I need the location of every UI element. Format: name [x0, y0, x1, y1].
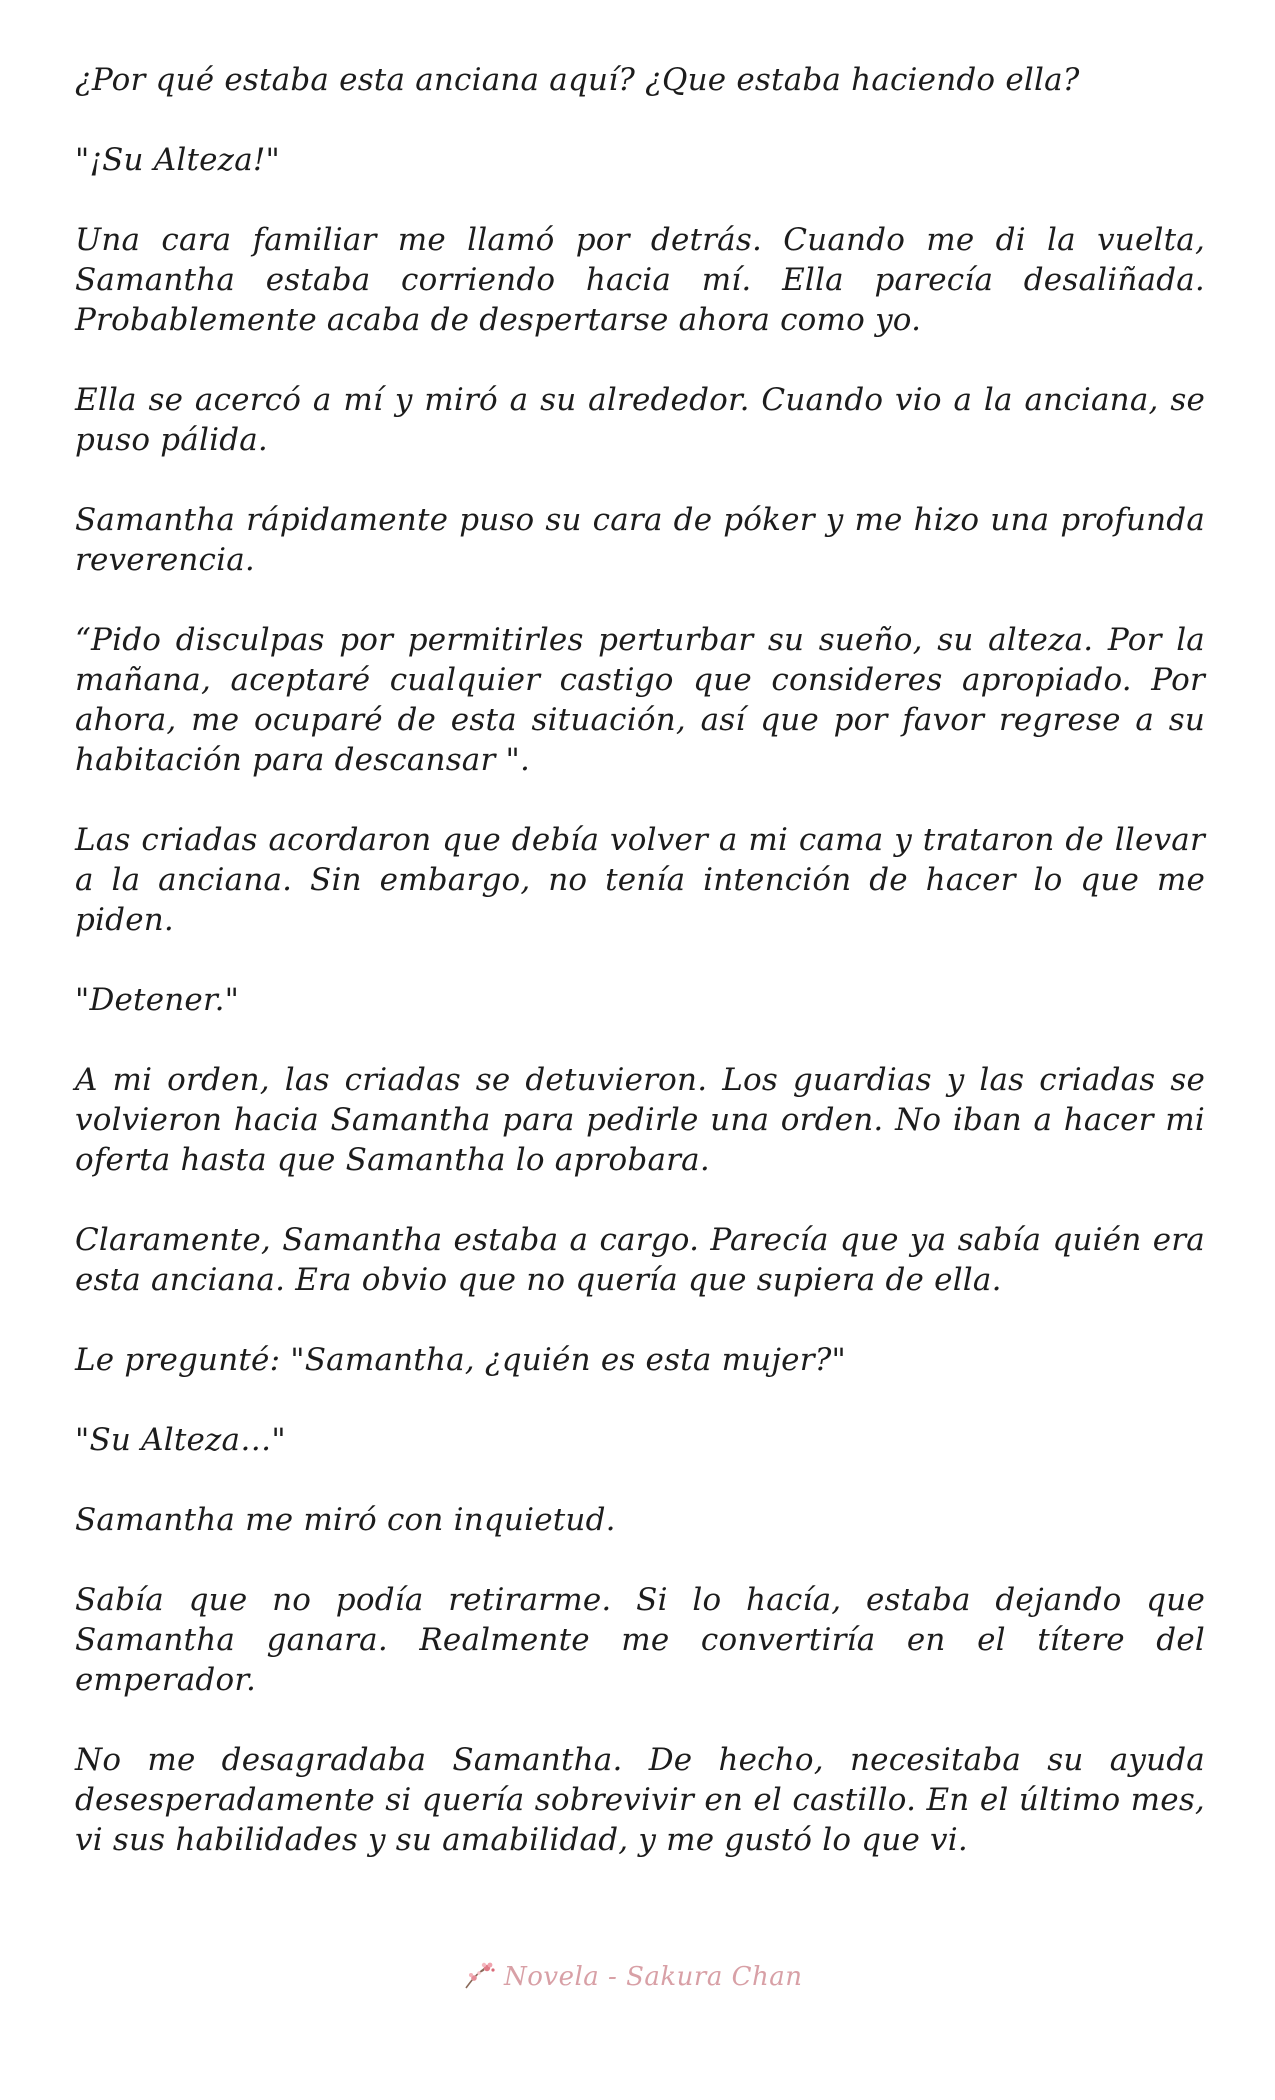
paragraph: “Pido disculpas por permitirles perturbar su sueño, su alteza. Por la mañana, aceptaré cualquier castigo que consideres apropiado. Por ahora, me ocuparé de esta situación, así que por favor regrese a su habitación para descansar ". [75, 622, 1205, 778]
sakura-blossom-icon [462, 1960, 498, 1994]
paragraph: Una cara familiar me llamó por detrás. Cuando me di la vuelta, Samantha estaba corriendo hacia mí. Ella parecía desaliñada. Probablemente acaba de despertarse ahora como yo. [75, 222, 1205, 338]
paragraph: Ella se acercó a mí y miró a su alrededor. Cuando vio a la anciana, se puso pálida. [75, 382, 1205, 458]
watermark [462, 1960, 803, 1994]
paragraph: ¿Por qué estaba esta anciana aquí? ¿Que estaba haciendo ella? [75, 62, 1080, 98]
document-body [75, 60, 1205, 1900]
paragraph: Le pregunté: "Samantha, ¿quién es esta mujer?" [75, 1342, 846, 1378]
paragraph: "Detener." [75, 982, 240, 1018]
paragraph: Claramente, Samantha estaba a cargo. Parecía que ya sabía quién era esta anciana. Era obvio que no quería que supiera de ella. [75, 1222, 1205, 1298]
paragraph: Samantha rápidamente puso su cara de póker y me hizo una profunda reverencia. [75, 502, 1205, 578]
paragraph: Samantha me miró con inquietud. [75, 1502, 616, 1538]
paragraph: No me desagradaba Samantha. De hecho, necesitaba su ayuda desesperadamente si quería sobrevivir en el castillo. En el último mes, vi sus habilidades y su amabilidad, y me gustó lo que vi. [75, 1742, 1205, 1858]
paragraph: Sabía que no podía retirarme. Si lo hacía, estaba dejando que Samantha ganara. Realmente me convertiría en el títere del emperador. [75, 1582, 1205, 1698]
paragraph: Las criadas acordaron que debía volver a mi cama y trataron de llevar a la anciana. Sin embargo, no tenía intención de hacer lo que me piden. [75, 822, 1205, 938]
paragraph: "Su Alteza…" [75, 1422, 286, 1458]
paragraph: A mi orden, las criadas se detuvieron. Los guardias y las criadas se volvieron hacia Samantha para pedirle una orden. No iban a hacer mi oferta hasta que Samantha lo aprobara. [75, 1062, 1205, 1178]
paragraph: "¡Su Alteza!" [75, 142, 281, 178]
watermark-text: Novela - Sakura Chan [504, 1962, 803, 1992]
